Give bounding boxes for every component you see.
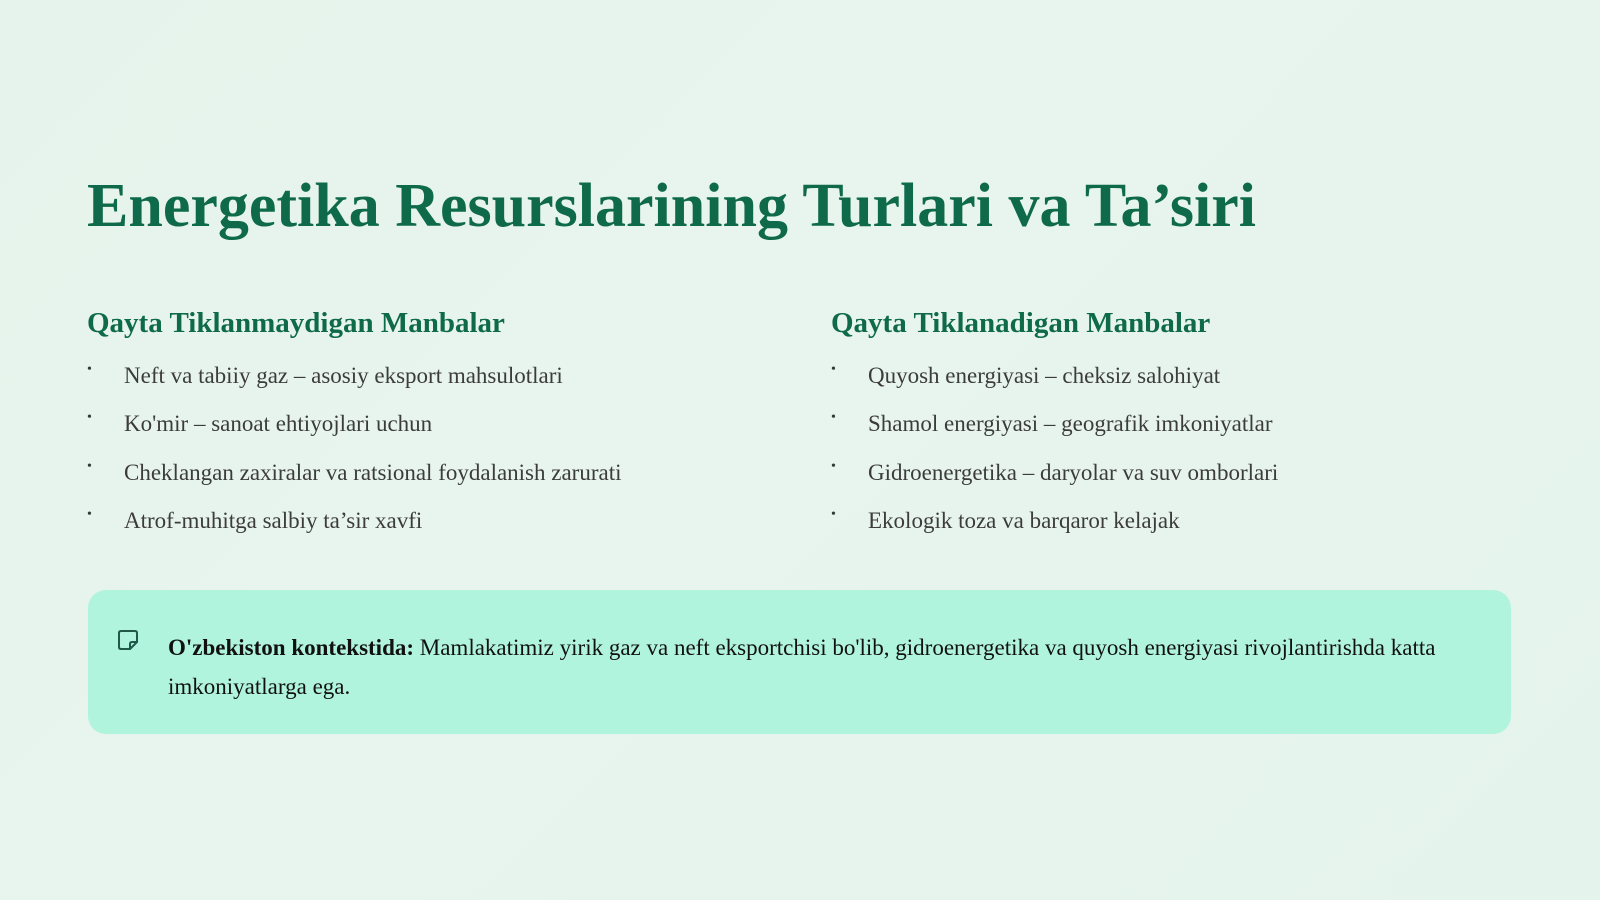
non-renewable-heading: Qayta Tiklanmaydigan Manbalar (87, 307, 505, 339)
non-renewable-column (87, 306, 787, 557)
bullet-icon: • (831, 410, 836, 426)
list-item (87, 508, 787, 534)
list-item-text: Ekologik toza va barqaror kelajak (868, 508, 1180, 534)
bullet-icon: • (831, 458, 836, 474)
bullet-icon: • (87, 507, 92, 523)
note-icon (116, 628, 140, 652)
bullet-icon: • (831, 361, 836, 377)
uzbekistan-context-callout (88, 590, 1511, 734)
list-item-text: Gidroenergetika – daryolar va suv omborlari (868, 459, 1279, 485)
callout-text (168, 628, 1468, 706)
list-item-text: Cheklangan zaxiralar va ratsional foydalanish zarurati (124, 459, 622, 485)
bullet-icon: • (87, 458, 92, 474)
list-item (831, 460, 1531, 486)
list-item-text: Shamol energiyasi – geografik imkoniyatlar (868, 411, 1273, 437)
renewable-heading: Qayta Tiklanadigan Manbalar (831, 307, 1211, 339)
list-item (831, 411, 1531, 437)
list-item-text: Quyosh energiyasi – cheksiz salohiyat (868, 362, 1221, 388)
list-item (87, 411, 787, 437)
bullet-icon: • (87, 361, 92, 377)
callout-body: Mamlakatimiz yirik gaz va neft eksportchisi bo'lib, gidroenergetika va quyosh energiyasi rivojlantirishda katta imkoniyatlarga ega. (168, 635, 1436, 699)
bullet-icon: • (87, 410, 92, 426)
list-item (831, 508, 1531, 534)
list-item-text: Neft va tabiiy gaz – asosiy eksport mahsulotlari (124, 362, 563, 388)
bullet-icon: • (831, 507, 836, 523)
callout-label: O'zbekiston kontekstida: (168, 635, 415, 660)
renewable-list (831, 363, 1531, 535)
non-renewable-list (87, 363, 787, 535)
renewable-column (831, 306, 1531, 557)
list-item (831, 363, 1531, 389)
list-item-text: Ko'mir – sanoat ehtiyojlari uchun (124, 411, 433, 437)
list-item (87, 460, 787, 486)
slide-title: Energetika Resurslarining Turlari va Ta’siri (87, 172, 1256, 240)
list-item (87, 363, 787, 389)
list-item-text: Atrof-muhitga salbiy ta’sir xavfi (124, 508, 423, 534)
